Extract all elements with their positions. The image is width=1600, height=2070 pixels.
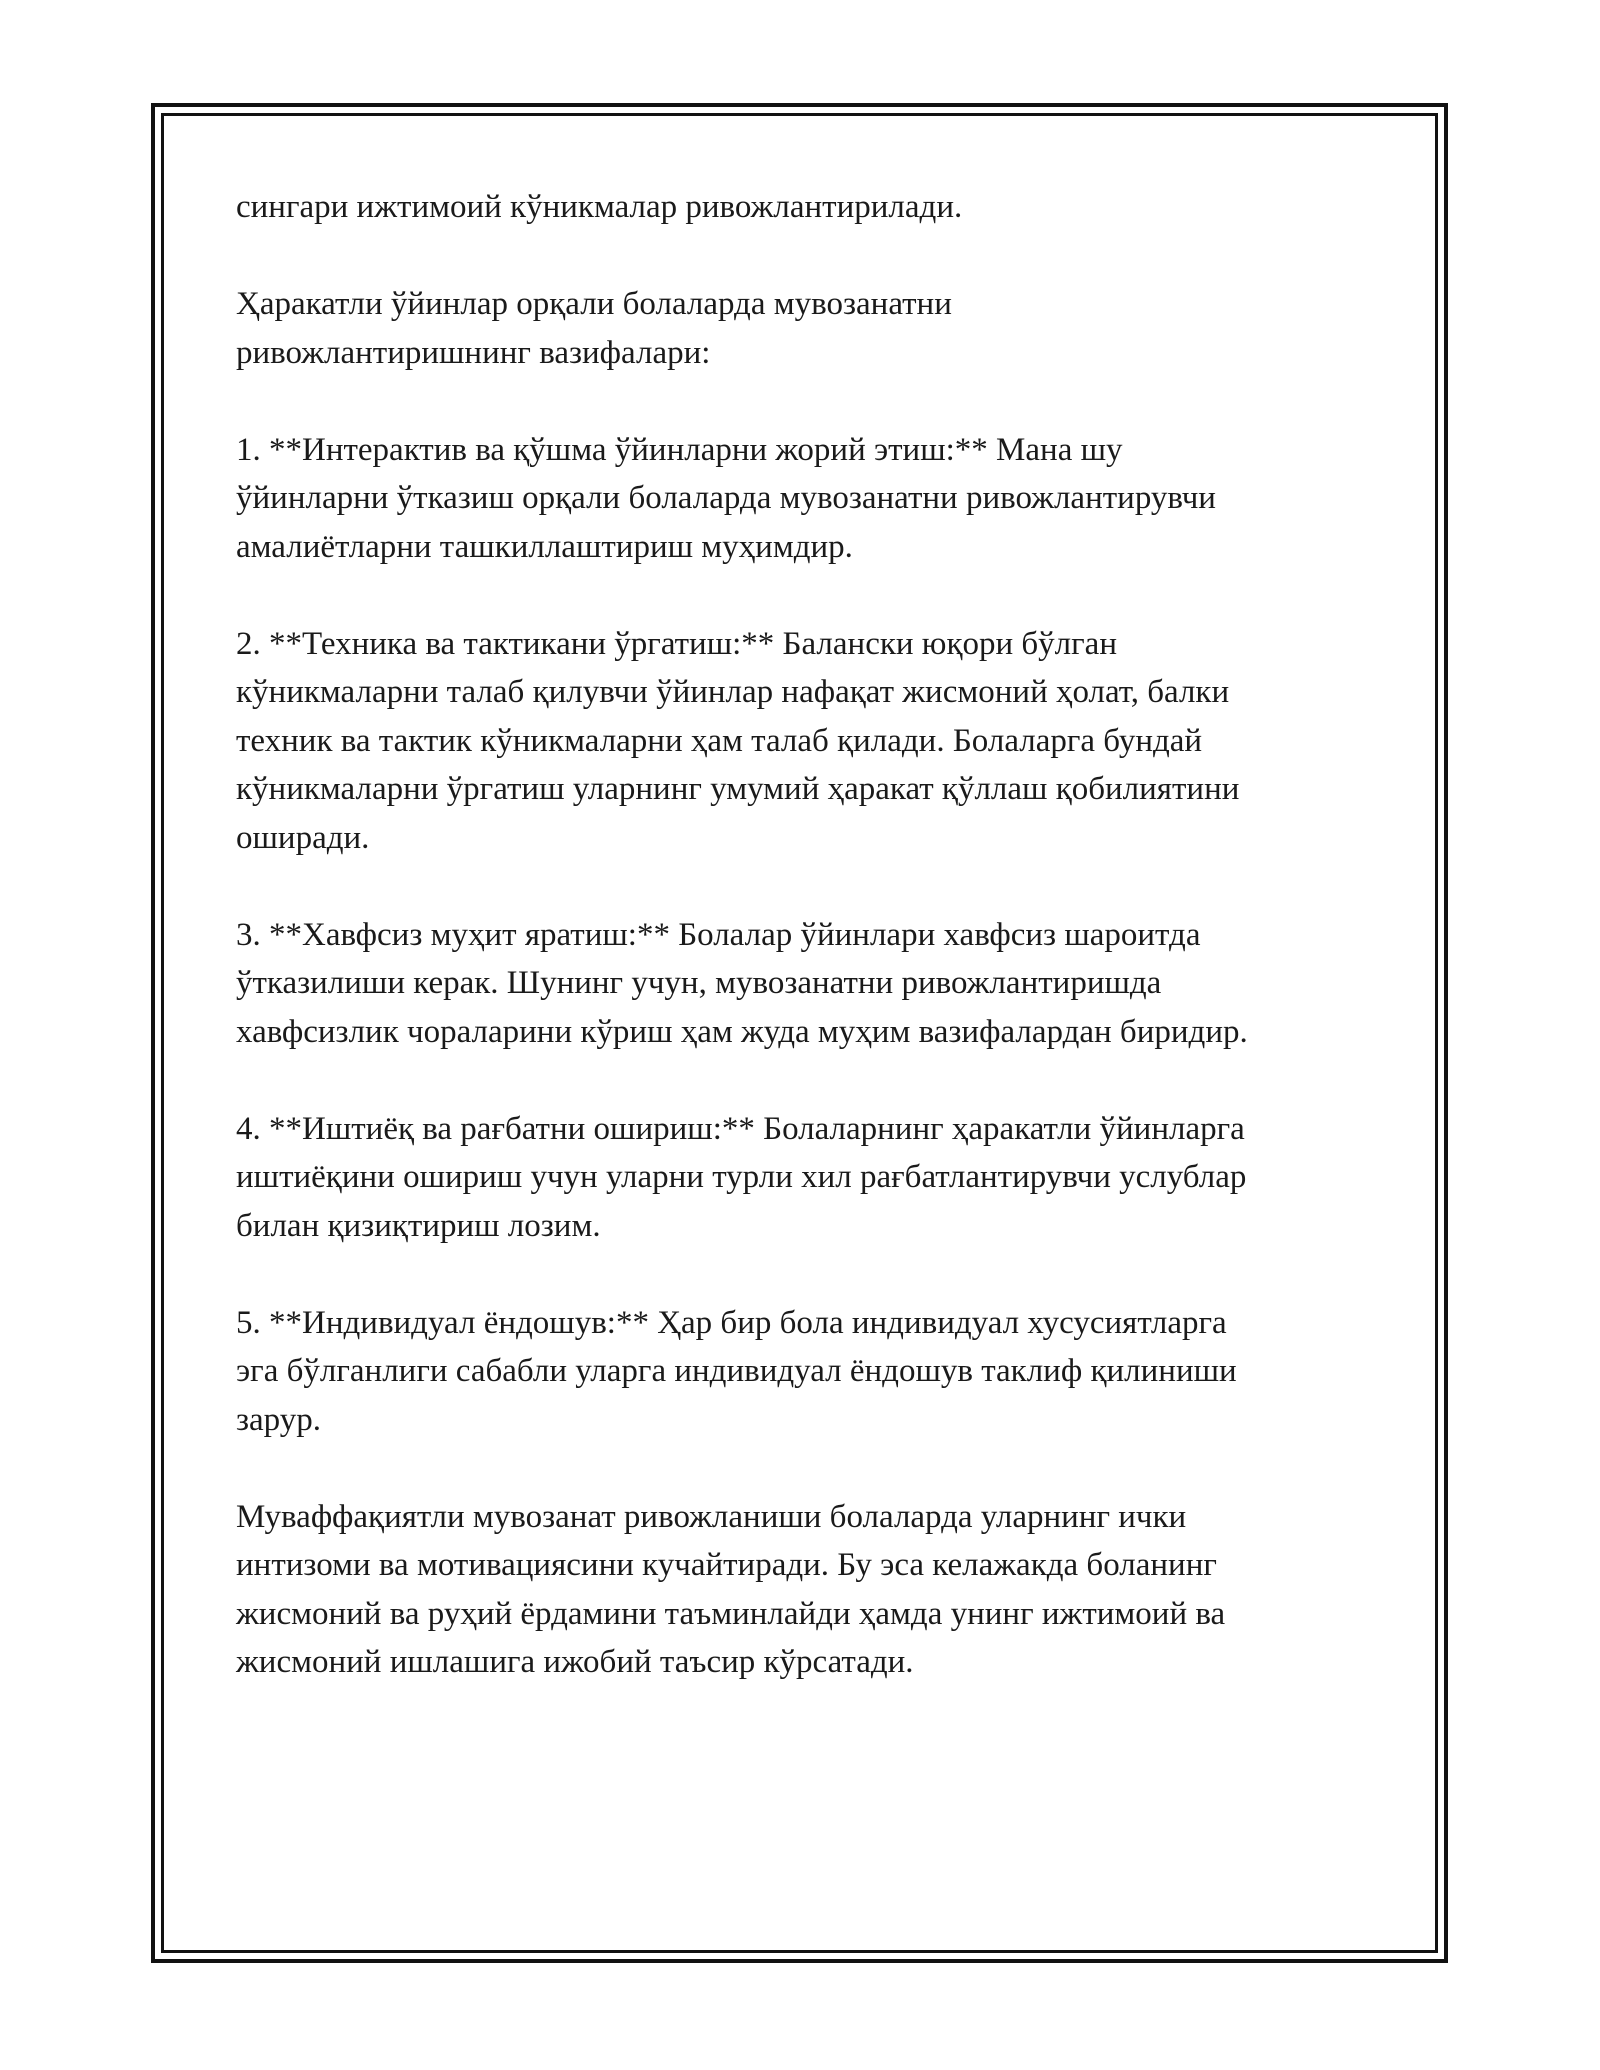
task-item-4: 4. **Иштиёқ ва рағбатни ошириш:** Болаларнинг ҳаракатли ўйинларга иштиёқини ошириш учун уларни турли хил рағбатлантирувчи услублар билан қизиқтириш лозим. <box>236 1110 1247 1244</box>
task-item-1: 1. **Интерактив ва қўшма ўйинларни жорий этиш:** Мана шу ўйинларни ўтказиш орқали болаларда мувозанатни ривожлантирувчи амалиётларни ташкиллаштириш муҳимдир. <box>236 431 1216 565</box>
tasks-heading-paragraph: Ҳаракатли ўйинлар орқали болаларда мувозанатни ривожлантиришнинг вазифалари: <box>236 286 952 371</box>
intro-continuation-paragraph: сингари ижтимоий кўникмалар ривожлантирилади. <box>236 189 963 225</box>
task-item-2: 2. **Техника ва тактикани ўргатиш:** Балански юқори бўлган кўникмаларни талаб қилувчи ўйинлар нафақат жисмоний ҳолат, балки техник ва тактик кўникмаларни ҳам талаб қилади. Болаларга бундай кўникмаларни ўргатиш уларнинг умумий ҳаракат қўллаш қобилиятини оширади. <box>236 625 1240 856</box>
task-item-3: 3. **Хавфсиз муҳит яратиш:** Болалар ўйинлари хавфсиз шароитда ўтказилиши керак. Шунинг учун, мувозанатни ривожлантиришда хавфсизлик чораларини кўриш ҳам жуда муҳим вазифалардан биридир. <box>236 916 1248 1050</box>
document-body <box>236 183 1376 1735</box>
conclusion-paragraph: Муваффақиятли мувозанат ривожланиши болаларда уларнинг ички интизоми ва мотивациясини кучайтиради. Бу эса келажакда боланинг жисмоний ва руҳий ёрдамини таъминлайди ҳамда унинг ижтимоий ва жисмоний ишлашига ижобий таъсир кўрсатади. <box>236 1498 1226 1680</box>
task-item-5: 5. **Индивидуал ёндошув:** Ҳар бир бола индивидуал хусусиятларга эга бўлганлиги сабабли уларга индивидуал ёндошув таклиф қилиниши зарур. <box>236 1304 1237 1438</box>
